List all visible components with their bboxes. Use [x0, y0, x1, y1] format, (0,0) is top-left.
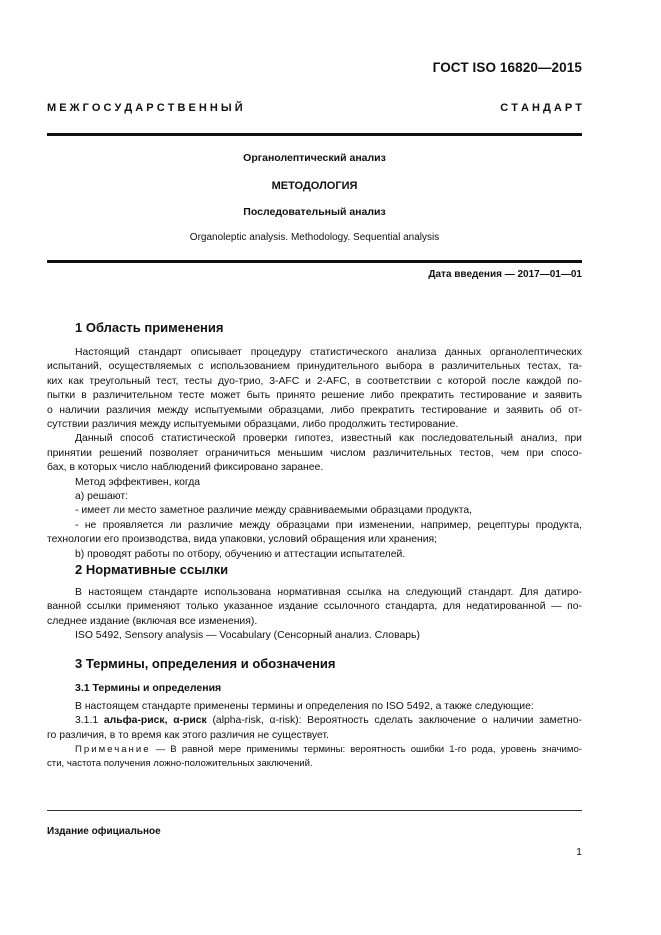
text-line: следнее издание (включая все изменения).: [47, 615, 258, 627]
note-text: — В равной мере применимы термины: вероятность ошибки 1-го рода, уровень значимо-: [155, 744, 583, 755]
note-label: Примечание: [75, 744, 151, 755]
text-line: технологии его производства, вида упаковки, условий обращения или хранения;: [47, 534, 438, 546]
text-line: ISO 5492, Sensory analysis — Vocabulary (Сенсорный анализ. Словарь): [75, 630, 420, 642]
text-line: принятии решений позволяет ограничиться меньшим числом различительных тестов, чем при спосо-: [47, 447, 582, 459]
term-line: [47, 714, 582, 728]
note: [47, 743, 582, 771]
standard-number: ГОСТ ISO 16820—2015: [432, 60, 582, 75]
text-line: го различия, в то время как этого различия не существует.: [47, 729, 329, 741]
text-line: сутствии различия между испытуемыми образцами, либо продолжить тестирование.: [47, 419, 459, 431]
title-method: МЕТОДОЛОГИЯ: [271, 180, 358, 192]
term-definition: (alpha-risk, α-risk): Вероятность сделать заключение о наличии заметно-: [212, 715, 582, 727]
title-sub: Последовательный анализ: [243, 206, 386, 218]
text-line: испытаний, осуществляемых с использованием принудительного выбора в различительных тестах, та-: [47, 361, 582, 373]
section-1-heading: 1 Область применения: [75, 320, 224, 335]
text-line: - имеет ли место заметное различие между сравниваемыми образцами продукта,: [75, 505, 473, 517]
text-line: Настоящий стандарт описывает процедуру статистического анализа данных органолептических: [75, 347, 582, 358]
title-subject: Органолептический анализ: [243, 152, 386, 164]
title-english: Organoleptic analysis. Methodology. Sequential analysis: [189, 232, 440, 243]
text-line: пытки в различительном тесте может быть принято решение либо прекратить тестирование и заявить: [47, 390, 582, 402]
text-line: ванной ссылки применяют только указанное издание ссылочного стандарта, для недатированной — по-: [47, 601, 582, 613]
official-edition: Издание официальное: [47, 826, 161, 837]
standard-banner: [47, 102, 582, 114]
text-line: бах, в которых число наблюдений фиксировано заранее.: [47, 462, 324, 474]
footer-rule: [47, 810, 582, 811]
note-line: [47, 743, 582, 757]
text-line: Метод эффективен, когда: [75, 476, 201, 488]
text-line: В настоящем стандарте использована нормативная ссылка на следующий стандарт. Для датиро-: [75, 587, 582, 598]
text-line: ких как треугольный тест, тесты дуо-трио, 3-AFC и 2-AFC, в соответствии с которой после каждой по-: [47, 375, 582, 387]
section-3-para: [47, 700, 582, 743]
text-line: В настоящем стандарте применены термины и определения по ISO 5492, а также следующие:: [75, 701, 534, 712]
top-rule: [47, 133, 582, 136]
text-line: а) решают:: [75, 491, 129, 503]
banner-left: М Е Ж Г О С У Д А Р С Т В Е Н Н Ы Й: [47, 102, 243, 114]
text-line: о наличии различия между испытуемыми образцами, либо прекратить тестирование и заявить об от-: [47, 404, 582, 416]
text-line: Данный способ статистической проверки гипотез, известный как последовательный анализ, при: [75, 433, 582, 445]
section-2-para: [47, 586, 582, 644]
title-rule: [47, 260, 582, 263]
introduction-date: Дата введения — 2017—01—01: [428, 269, 582, 280]
term-bold: альфа-риск, α-риск: [103, 715, 207, 727]
note-line: сти, частота получения ложно-положительных заключений.: [47, 758, 313, 769]
section-2-heading: 2 Нормативные ссылки: [75, 562, 229, 577]
banner-right: С Т А Н Д А Р Т: [500, 102, 582, 114]
section-3-heading: 3 Термины, определения и обозначения: [75, 656, 336, 671]
page-number: 1: [576, 846, 582, 858]
term-number: 3.1.1: [75, 715, 99, 727]
section-1-para-1: [47, 346, 582, 562]
text-line: - не проявляется ли различие между образцами при изменении, например, рецептуры продукта,: [75, 519, 582, 531]
section-3-1-heading: 3.1 Термины и определения: [75, 682, 222, 694]
text-line: b) проводят работы по отбору, обучению и аттестации испытателей.: [75, 548, 406, 560]
